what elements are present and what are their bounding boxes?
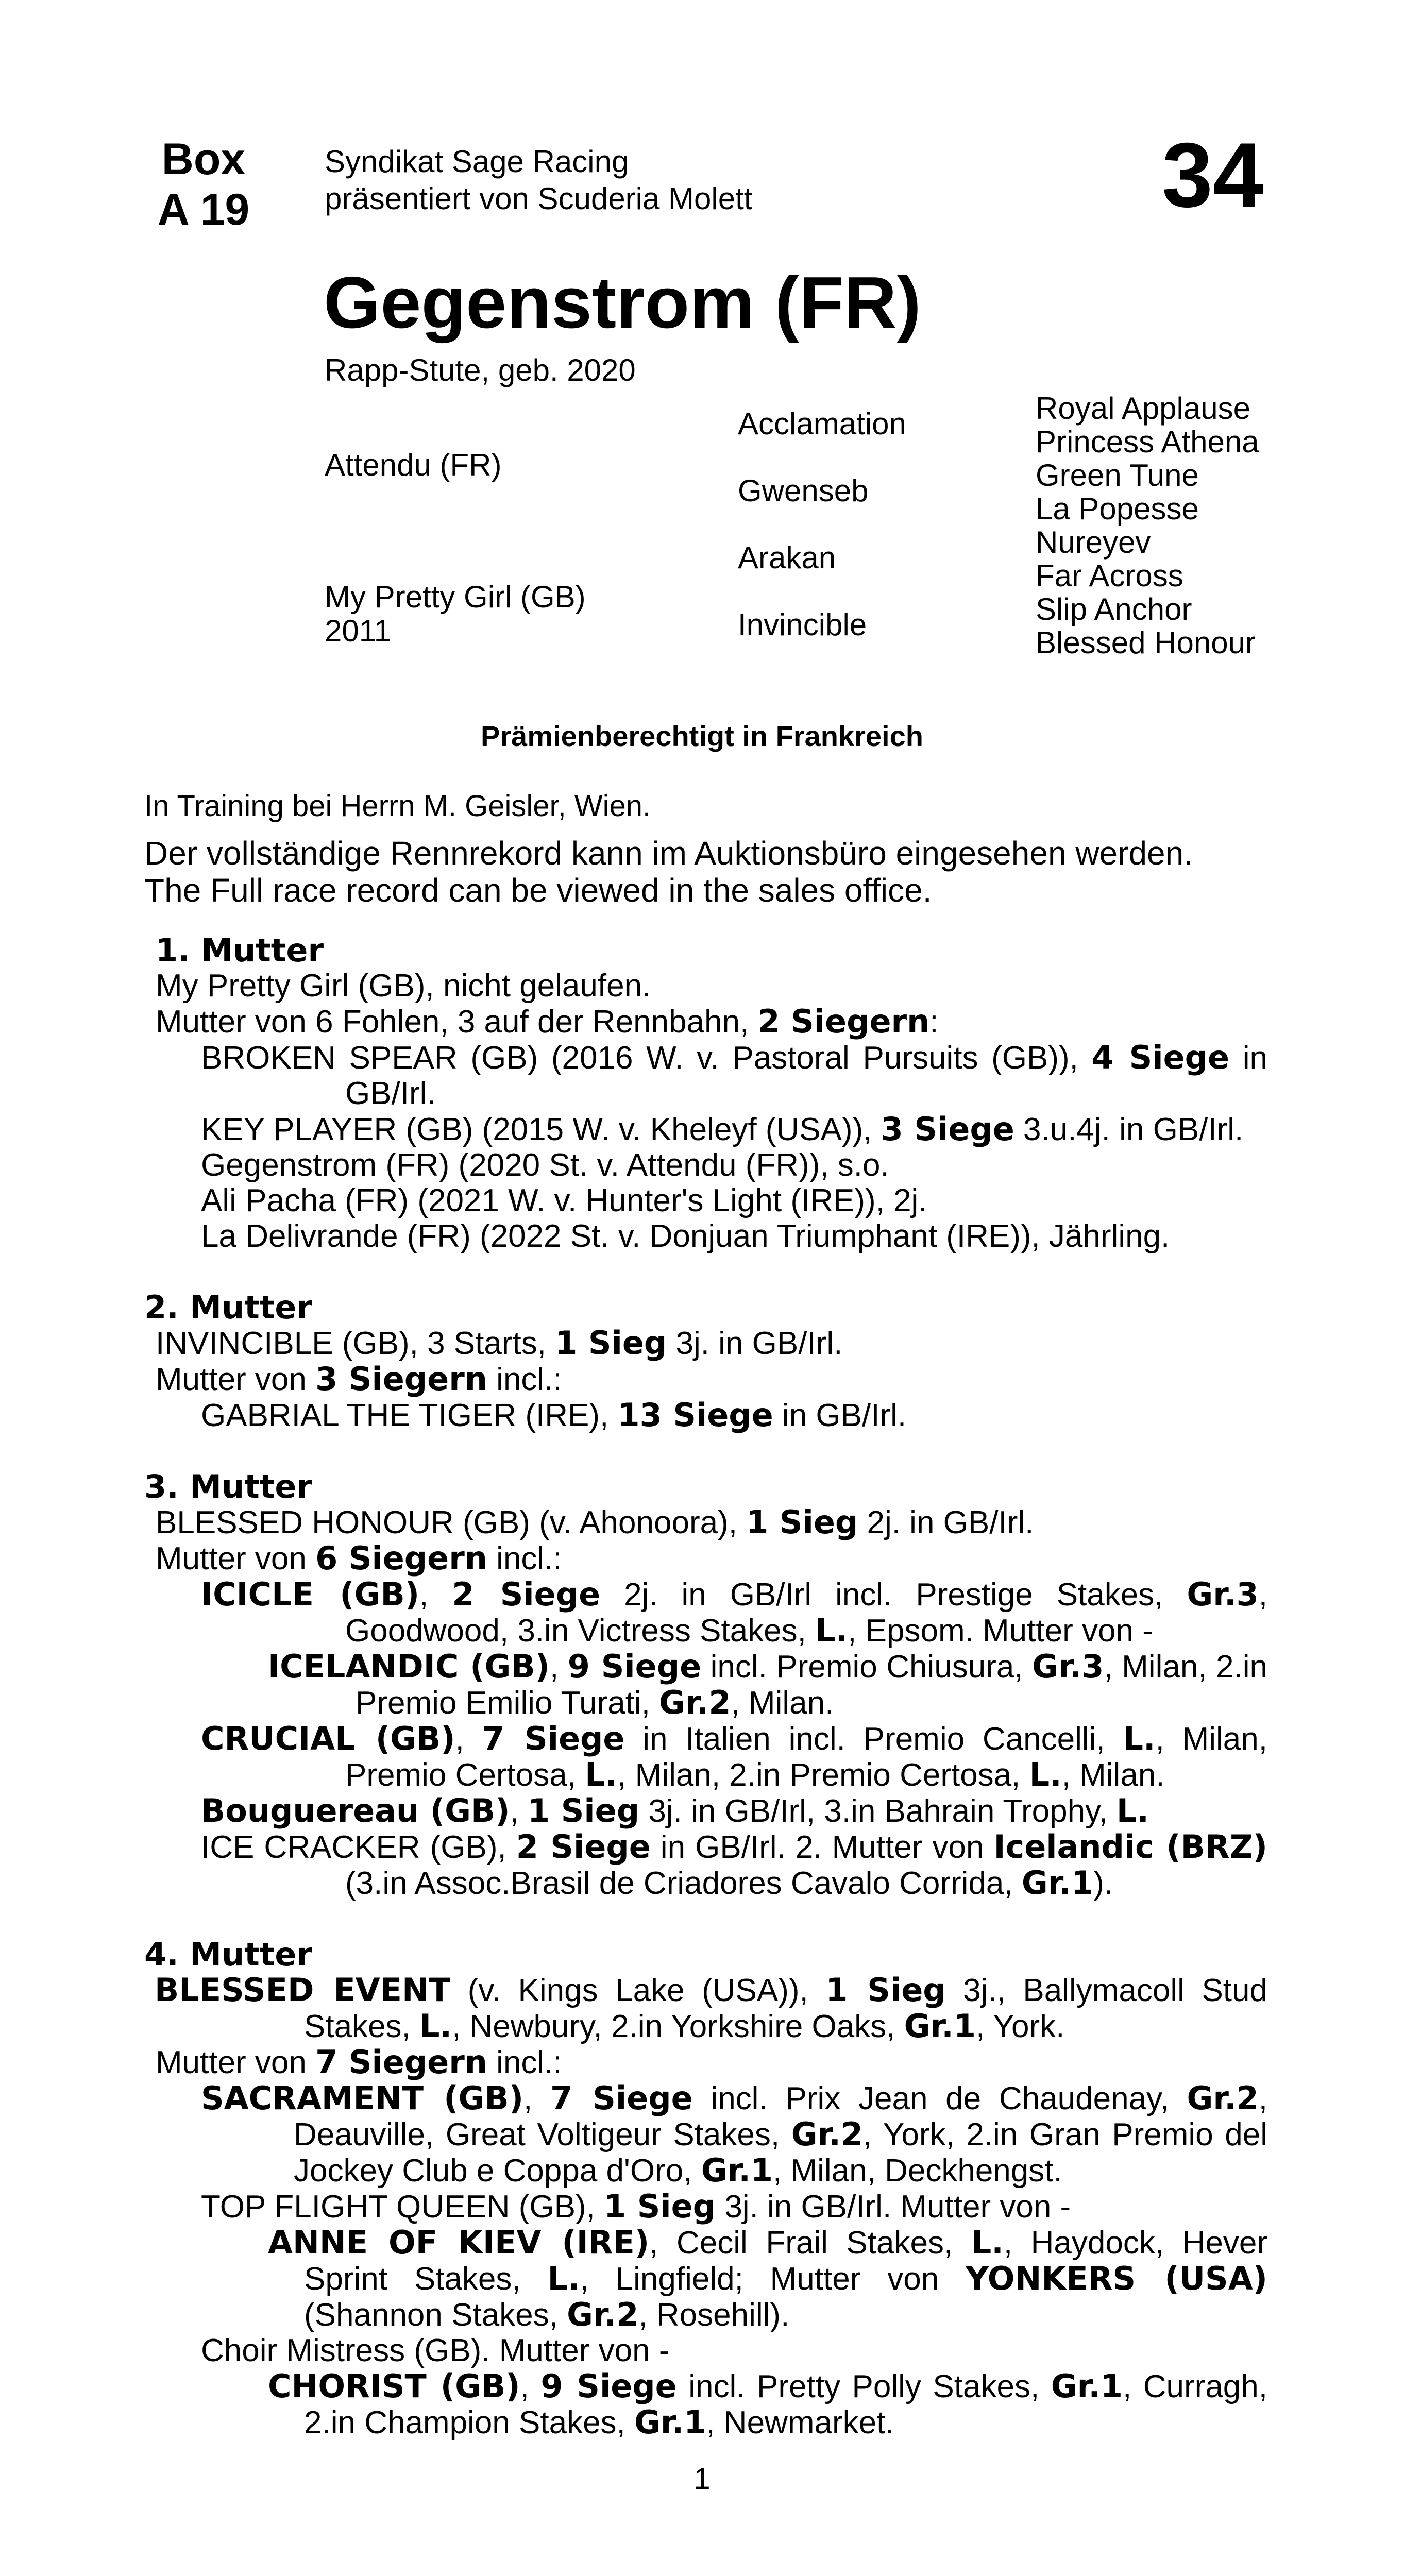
family-line xyxy=(144,1649,1267,1721)
line-text: BLESSED HONOUR (GB) (v. Ahonoora), xyxy=(156,1505,747,1540)
line-bold: 7 Siege xyxy=(482,1720,625,1757)
great-grandparent-6: Far Across xyxy=(1036,558,1183,593)
line-bold: L. xyxy=(971,2224,1004,2261)
line-bold: 9 Siege xyxy=(540,2367,677,2405)
line-text: , xyxy=(455,1721,482,1757)
line-text: , xyxy=(419,1577,452,1613)
line-text: , Milan, Premio Certosa, xyxy=(345,1721,1267,1793)
family-line xyxy=(144,2368,1267,2441)
line-bold: YONKERS (USA) xyxy=(966,2260,1268,2297)
line-text: ICE CRACKER (GB), xyxy=(201,1829,516,1865)
line-bold: Gr.1 xyxy=(1021,1864,1094,1902)
line-text: , Rosehill). xyxy=(638,2297,790,2333)
line-bold: L. xyxy=(1116,1792,1149,1829)
page-number: 1 xyxy=(693,2462,711,2496)
line-text: , Newbury, 2.in Yorkshire Oaks, xyxy=(452,2009,904,2044)
great-grandparent-2: Princess Athena xyxy=(1036,425,1259,459)
line-text: ). xyxy=(1093,1866,1113,1901)
line-bold: Gr.3 xyxy=(1032,1648,1104,1685)
line-bold: ANNE OF KIEV (IRE) xyxy=(268,2224,650,2261)
line-text: , Milan, 2.in Premio Emilio Turati, xyxy=(356,1649,1267,1721)
grandparent-2: Gwenseb xyxy=(738,473,869,508)
family-line xyxy=(144,1004,1267,1040)
line-bold: 3 Siege xyxy=(881,1110,1014,1148)
training-info: In Training bei Herrn M. Geisler, Wien. xyxy=(144,789,651,823)
great-grandparent-5: Nureyev xyxy=(1036,525,1151,560)
line-bold: 1 Sieg xyxy=(746,1503,858,1541)
line-text: 3j. in GB/Irl. xyxy=(667,1326,843,1361)
line-text: , xyxy=(510,1793,528,1829)
family-line xyxy=(144,1397,1267,1433)
line-bold: L. xyxy=(585,1756,618,1793)
family-line xyxy=(144,1147,1267,1183)
line-bold: Gr.1 xyxy=(1051,2367,1123,2405)
line-text: 3j. in GB/Irl. Mutter von - xyxy=(716,2189,1071,2225)
line-text: Mutter von xyxy=(156,2045,316,2080)
line-bold: Gr.2 xyxy=(567,2296,639,2333)
line-bold: L. xyxy=(419,2007,452,2045)
section-dam-1 xyxy=(144,933,1267,1254)
family-line xyxy=(144,2080,1267,2189)
great-grandparent-1: Royal Applause xyxy=(1036,391,1250,426)
line-bold: 7 Siegern xyxy=(315,2043,487,2081)
line-text: in GB/Irl. 2. Mutter von xyxy=(650,1829,994,1865)
family-line xyxy=(144,1829,1267,1901)
line-text: , Curragh, 2.in Champion Stakes, xyxy=(304,2369,1267,2441)
line-text: BROKEN SPEAR (GB) (2016 W. v. Pastoral Pursuits (GB)), xyxy=(201,1040,1092,1076)
line-text: Gegenstrom (FR) (2020 St. v. Attendu (FR)), s.o. xyxy=(201,1147,889,1183)
line-text: , Milan, Deckhengst. xyxy=(773,2153,1062,2189)
premium-eligibility: Prämienberechtigt in Frankreich xyxy=(481,720,923,752)
family-line xyxy=(144,2225,1267,2333)
line-text: in GB/Irl. xyxy=(773,1398,907,1433)
line-bold: ICELANDIC (GB) xyxy=(268,1648,550,1685)
grandparent-1: Acclamation xyxy=(738,406,906,441)
line-text: , Epsom. Mutter von - xyxy=(848,1613,1153,1649)
line-text: in GB/Irl. xyxy=(345,1040,1267,1111)
line-text: incl. Premio Chiusura, xyxy=(701,1649,1033,1685)
grandparent-4: Invincible xyxy=(738,607,867,642)
line-bold: Gr.3 xyxy=(1187,1575,1259,1613)
line-bold: 9 Siege xyxy=(567,1648,702,1685)
line-text: incl.: xyxy=(487,1541,562,1577)
line-bold: 2 Siegern xyxy=(757,1003,930,1040)
section-dam-3 xyxy=(144,1469,1267,1901)
line-text: Ali Pacha (FR) (2021 W. v. Hunter's Light (IRE)), 2j. xyxy=(201,1183,927,1218)
line-text: , Milan, 2.in Premio Certosa, xyxy=(617,1757,1029,1793)
line-text: (Shannon Stakes, xyxy=(304,2297,567,2333)
box-number: A 19 xyxy=(157,185,250,234)
pedigree-sire: Attendu (FR) xyxy=(325,448,502,482)
line-bold: 1 Sieg xyxy=(825,1971,946,2009)
line-bold: 7 Siege xyxy=(550,2079,693,2117)
family-line xyxy=(144,1577,1267,1649)
line-text: , xyxy=(520,2369,541,2404)
line-text: , Milan. xyxy=(731,1685,834,1721)
line-text: Mutter von xyxy=(156,1362,316,1397)
lot-number: 34 xyxy=(1162,124,1264,226)
family-line xyxy=(144,1361,1267,1397)
line-text: TOP FLIGHT QUEEN (GB), xyxy=(201,2189,604,2225)
family-line xyxy=(144,1721,1267,1793)
line-text: (3.in Assoc.Brasil de Criadores Cavalo Corrida, xyxy=(345,1866,1022,1901)
family-line xyxy=(144,1218,1267,1254)
line-bold: CRUCIAL (GB) xyxy=(201,1720,455,1757)
line-text: , xyxy=(523,2081,551,2116)
horse-description: Rapp-Stute, geb. 2020 xyxy=(325,353,636,387)
line-bold: 4 Siege xyxy=(1091,1039,1230,1076)
line-text: 3.u.4j. in GB/Irl. xyxy=(1014,1112,1244,1147)
line-text: , Lingfield; Mutter von xyxy=(580,2261,966,2297)
line-text: Mutter von xyxy=(156,1541,316,1577)
line-text: 3j. in GB/Irl, 3.in Bahrain Trophy, xyxy=(639,1793,1117,1829)
line-bold: Gr.2 xyxy=(791,2115,864,2153)
line-text: , Goodwood, 3.in Victress Stakes, xyxy=(345,1577,1267,1649)
line-text: , York. xyxy=(975,2009,1065,2044)
line-bold: 1 Sieg xyxy=(528,1792,640,1829)
line-bold: SACRAMENT (GB) xyxy=(201,2079,524,2117)
line-text: INVINCIBLE (GB), 3 Starts, xyxy=(156,1326,555,1361)
great-grandparents xyxy=(1036,392,1259,659)
line-text: , Cecil Frail Stakes, xyxy=(649,2225,971,2261)
race-record-de: Der vollständige Rennrekord kann im Auktionsbüro eingesehen werden. xyxy=(144,835,1193,872)
line-bold: L. xyxy=(815,1612,848,1649)
line-bold: 2 Siege xyxy=(452,1575,601,1613)
great-grandparent-3: Green Tune xyxy=(1036,458,1199,493)
line-text: KEY PLAYER (GB) (2015 W. v. Kheleyf (USA)), xyxy=(201,1112,881,1147)
section-heading: 4. Mutter xyxy=(144,1936,313,1973)
line-text: Choir Mistress (GB). Mutter von - xyxy=(201,2333,670,2368)
line-text: , xyxy=(550,1649,568,1685)
family-line xyxy=(144,1040,1267,1111)
dam-name: My Pretty Girl (GB) xyxy=(325,580,586,614)
line-bold: Gr.1 xyxy=(701,2151,773,2189)
pedigree-dam xyxy=(325,580,586,648)
family-line xyxy=(144,1325,1267,1361)
line-text: : xyxy=(929,1004,939,1040)
grandparent-3: Arakan xyxy=(738,540,836,575)
family-line xyxy=(144,2333,1267,2368)
line-bold: BLESSED EVENT xyxy=(155,1971,451,2009)
line-bold: Gr.1 xyxy=(904,2007,976,2045)
line-bold: 2 Siege xyxy=(516,1828,651,1866)
line-bold: Icelandic (BRZ) xyxy=(993,1828,1267,1866)
line-text: Mutter von 6 Fohlen, 3 auf der Rennbahn, xyxy=(156,1004,758,1040)
section-heading: 3. Mutter xyxy=(144,1468,313,1505)
race-record-note xyxy=(144,835,1193,909)
line-text: , Milan. xyxy=(1061,1757,1165,1793)
line-bold: Gr.2 xyxy=(1187,2079,1259,2117)
line-text: incl. Pretty Polly Stakes, xyxy=(676,2369,1051,2404)
line-bold: L. xyxy=(1029,1756,1062,1793)
line-text: incl. Prix Jean de Chaudenay, xyxy=(692,2081,1187,2116)
syndicate-info xyxy=(325,143,752,217)
line-text: (v. Kings Lake (USA)), xyxy=(450,1973,826,2008)
line-text: , Newmarket. xyxy=(706,2405,894,2441)
line-text: 3j., Ballymacoll Stud Stakes, xyxy=(304,1973,1267,2044)
great-grandparent-7: Slip Anchor xyxy=(1036,592,1192,626)
line-text: My Pretty Girl (GB), nicht gelaufen. xyxy=(156,968,651,1004)
box-label xyxy=(147,134,260,235)
line-text: GABRIAL THE TIGER (IRE), xyxy=(201,1398,618,1433)
syndicate-line-2: präsentiert von Scuderia Molett xyxy=(325,181,753,216)
line-text: , Deauville, Great Voltigeur Stakes, xyxy=(294,2081,1267,2153)
line-text: 2j. in GB/Irl. xyxy=(858,1505,1034,1540)
horse-name: Gegenstrom (FR) xyxy=(324,262,921,344)
line-text: incl.: xyxy=(487,1362,562,1397)
family-line xyxy=(144,1504,1267,1540)
family-line xyxy=(144,968,1267,1004)
section-heading: 1. Mutter xyxy=(156,931,324,969)
family-line xyxy=(144,2189,1267,2225)
line-bold: ICICLE (GB) xyxy=(201,1575,420,1613)
family-line xyxy=(144,1793,1267,1829)
box-title: Box xyxy=(161,134,246,184)
line-bold: 1 Sieg xyxy=(555,1324,667,1362)
family-details xyxy=(144,933,1267,2441)
line-bold: Gr.1 xyxy=(634,2403,706,2441)
section-heading: 2. Mutter xyxy=(144,1289,313,1326)
line-text: , Haydock, Hever Sprint Stakes, xyxy=(304,2225,1267,2297)
line-bold: L. xyxy=(1123,1720,1156,1757)
line-bold: 3 Siegern xyxy=(315,1360,487,1398)
family-line xyxy=(144,1540,1267,1577)
race-record-en: The Full race record can be viewed in the sales office. xyxy=(144,872,932,909)
family-line xyxy=(144,1972,1267,2044)
dam-year: 2011 xyxy=(325,614,392,648)
syndicate-line-1: Syndikat Sage Racing xyxy=(325,144,629,179)
great-grandparent-8: Blessed Honour xyxy=(1036,625,1256,660)
line-text: La Delivrande (FR) (2022 St. v. Donjuan Triumphant (IRE)), Jährling. xyxy=(201,1218,1170,1254)
line-bold: 6 Siegern xyxy=(315,1539,487,1577)
family-line xyxy=(144,1183,1267,1218)
line-bold: Bouguereau (GB) xyxy=(201,1792,510,1829)
line-text: incl.: xyxy=(487,2045,562,2080)
line-text: , York, 2.in Gran Premio del Jockey Club e Coppa d'Oro, xyxy=(294,2117,1267,2189)
line-bold: L. xyxy=(547,2260,580,2297)
section-dam-4 xyxy=(144,1937,1267,2441)
family-line xyxy=(144,2044,1267,2080)
family-line xyxy=(144,1111,1267,1147)
great-grandparent-4: La Popesse xyxy=(1036,492,1199,526)
line-bold: CHORIST (GB) xyxy=(268,2367,520,2405)
line-bold: Gr.2 xyxy=(659,1684,731,1721)
line-text: in Italien incl. Premio Cancelli, xyxy=(624,1721,1123,1757)
section-dam-2 xyxy=(144,1290,1267,1433)
line-bold: 1 Sieg xyxy=(604,2188,716,2225)
line-text: 2j. in GB/Irl incl. Prestige Stakes, xyxy=(600,1577,1187,1613)
line-bold: 13 Siege xyxy=(617,1396,773,1434)
